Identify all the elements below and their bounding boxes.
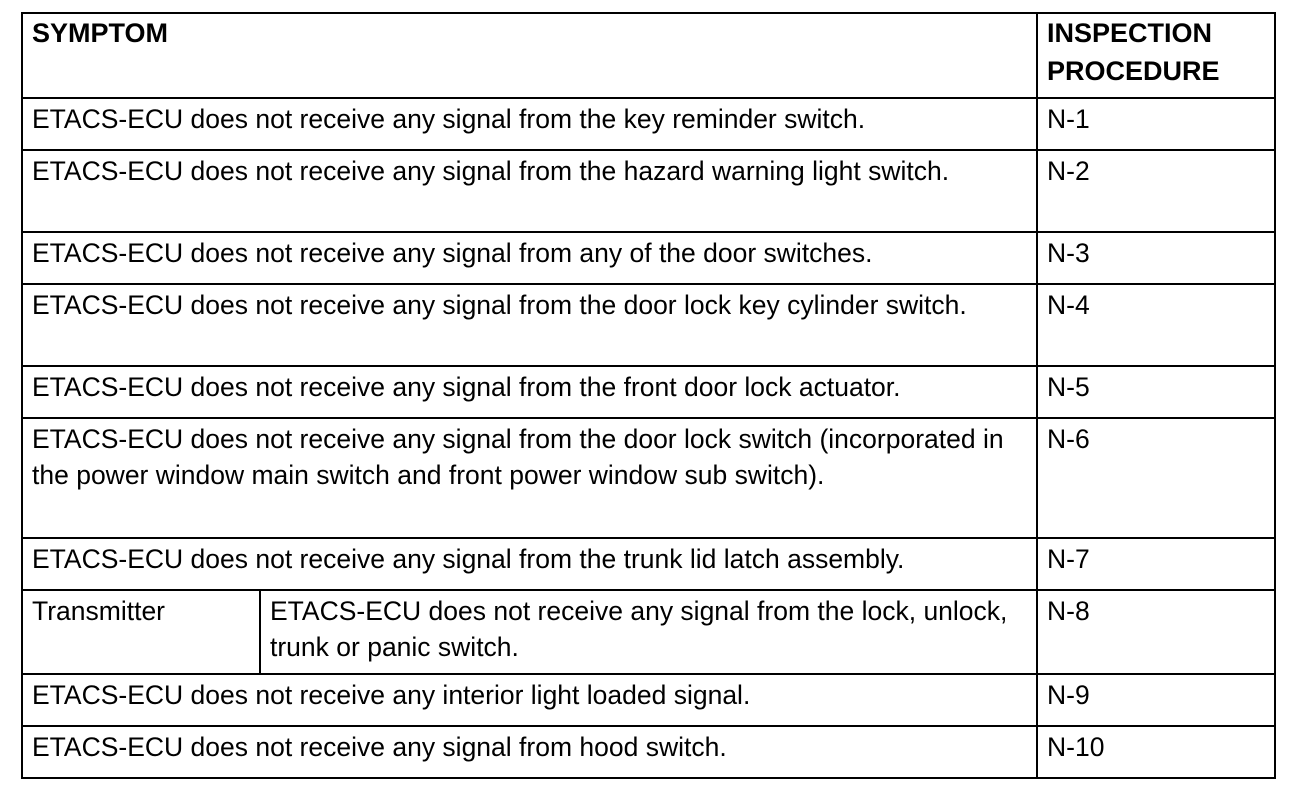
procedure-cell: N-10: [1037, 726, 1275, 778]
symptom-cell: ETACS-ECU does not receive any signal from hood switch.: [22, 726, 1037, 778]
table-row: [22, 674, 1275, 726]
table-row: [22, 418, 1275, 538]
symptom-cell: ETACS-ECU does not receive any interior light loaded signal.: [22, 674, 1037, 726]
procedure-cell: N-3: [1037, 232, 1275, 284]
table-row: [22, 538, 1275, 590]
symptom-cell: ETACS-ECU does not receive any signal from the door lock switch (incorporated in the power window main switch and front power window sub switch).: [22, 418, 1037, 538]
symptom-cell: ETACS-ECU does not receive any signal from the lock, unlock, trunk or panic switch.: [260, 590, 1037, 674]
table-header-row: [22, 13, 1275, 98]
table-row: [22, 590, 1275, 674]
table-row: [22, 726, 1275, 778]
table-row: [22, 232, 1275, 284]
symptom-cell: ETACS-ECU does not receive any signal from the front door lock actuator.: [22, 366, 1037, 418]
symptom-cell: ETACS-ECU does not receive any signal from the door lock key cylinder switch.: [22, 284, 1037, 366]
table-row: [22, 150, 1275, 232]
header-procedure-line2: PROCEDURE: [1047, 56, 1220, 86]
table-row: [22, 284, 1275, 366]
header-inspection-procedure: [1037, 13, 1275, 98]
procedure-cell: N-1: [1037, 98, 1275, 150]
table-row: [22, 366, 1275, 418]
procedure-cell: N-5: [1037, 366, 1275, 418]
header-symptom: SYMPTOM: [22, 13, 1037, 98]
procedure-cell: N-9: [1037, 674, 1275, 726]
symptom-cell: ETACS-ECU does not receive any signal from any of the door switches.: [22, 232, 1037, 284]
procedure-cell: N-4: [1037, 284, 1275, 366]
procedure-cell: N-2: [1037, 150, 1275, 232]
header-procedure-line1: INSPECTION: [1047, 18, 1213, 48]
category-cell: Transmitter: [22, 590, 260, 674]
symptom-inspection-table: [21, 12, 1276, 779]
symptom-cell: ETACS-ECU does not receive any signal from the trunk lid latch assembly.: [22, 538, 1037, 590]
procedure-cell: N-6: [1037, 418, 1275, 538]
symptom-cell: ETACS-ECU does not receive any signal from the key reminder switch.: [22, 98, 1037, 150]
symptom-cell: ETACS-ECU does not receive any signal from the hazard warning light switch.: [22, 150, 1037, 232]
procedure-cell: N-7: [1037, 538, 1275, 590]
procedure-cell: N-8: [1037, 590, 1275, 674]
table-row: [22, 98, 1275, 150]
